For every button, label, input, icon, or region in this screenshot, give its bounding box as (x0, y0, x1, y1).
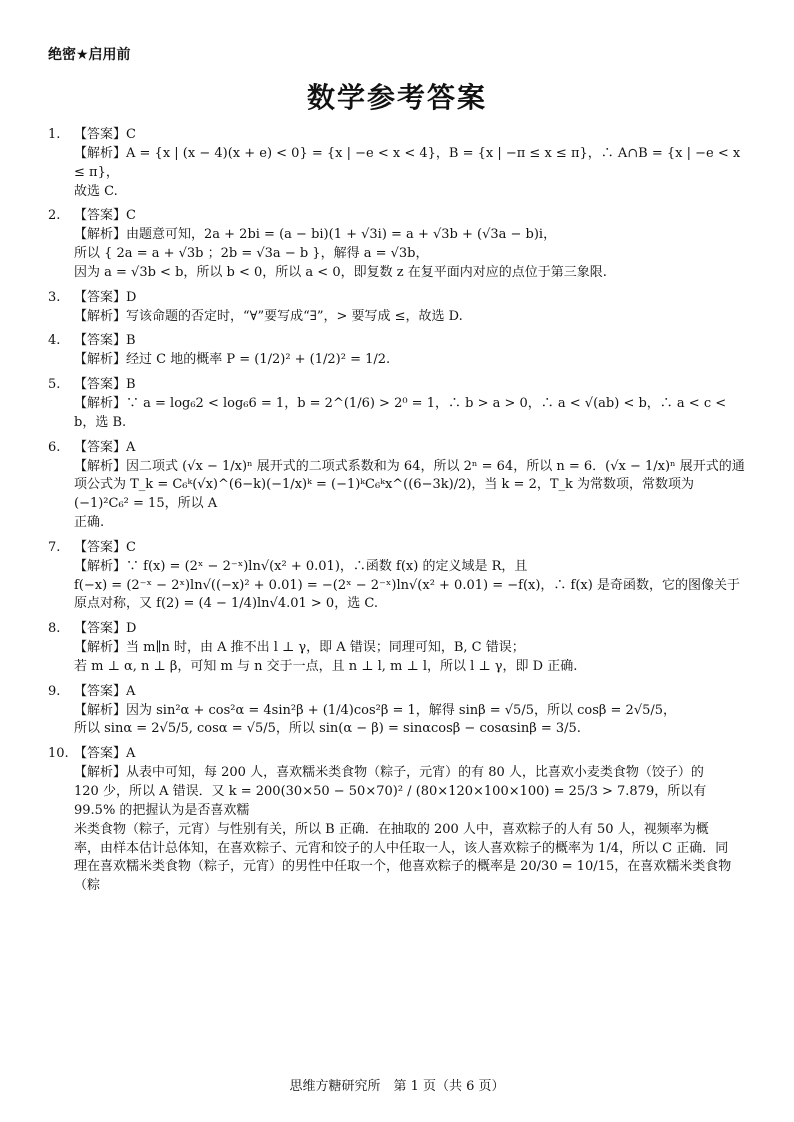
explanation-line: 所以 { 2a = a + √3b ；2b = √3a − b }，解得 a = √3b， (74, 246, 429, 262)
question-number: 7. (48, 539, 61, 555)
item-spacer (48, 896, 746, 902)
answer-label: 【答案】C (74, 539, 136, 555)
answer-label: 【答案】A (74, 439, 136, 455)
answer-body (74, 332, 746, 370)
explanation-line: 项公式为 T_k = C₆ᵏ(√x)^(6−k)(−1/x)ᵏ = (−1)ᵏC₆ᵏx^((6−3k)/2)，当 k = 2，T_k 为常数项，常数项为 (−1)²C₆² = 15，所以 A (74, 477, 695, 512)
explanation-line: 【解析】∵ f(x) = (2ˣ − 2⁻ˣ)ln√(x² + 0.01)，∴函数 f(x) 的定义域是 R，且 (74, 558, 528, 574)
answer-item (48, 683, 746, 740)
answer-label: 【答案】A (74, 746, 136, 762)
explanation-line: 【解析】当 m∥n 时，由 A 推不出 l ⊥ γ，即 A 错误；同理可知，B, C 错误； (74, 640, 525, 656)
explanation-line: 【解析】经过 C 地的概率 P = (1/2)² + (1/2)² = 1/2. (74, 352, 391, 368)
explanation-line: 【解析】由题意可知，2a + 2bi = (a − bi)(1 + √3i) = a + √3b + (√3a − b)i， (74, 227, 557, 243)
question-number: 3. (48, 289, 61, 305)
answer-item (48, 207, 746, 282)
explanation-line: 【解析】∵ a = log₆2 < log₆6 = 1，b = 2^(1/6) > 2⁰ = 1，∴ b > a > 0，∴ a < √(ab) < b，∴ a < c < b，选 B. (74, 395, 727, 430)
answer-item (48, 539, 746, 614)
question-number: 1. (48, 127, 61, 142)
explanation-line: 米类食物（粽子，元宵）与性别有关，所以 B 正确．在抽取的 200 人中，喜欢粽子的人有 50 人，视频率为概 (74, 821, 709, 837)
explanation-line: 120 少，所以 A 错误．又 k = 200(30×50 − 50×70)² / (80×120×100×100) = 25/3 > 7.879，所以有 99.5% 的把握认为是否喜欢糯 (74, 784, 707, 818)
answer-body (74, 745, 746, 896)
explanation-line: 若 m ⊥ α, n ⊥ β，可知 m 与 n 交于一点，且 n ⊥ l, m ⊥ l，所以 l ⊥ γ，即 D 正确. (74, 658, 578, 674)
explanation-line: 【解析】因为 sin²α + cos²α = 4sin²β + (1/4)cos²β = 1，解得 sinβ = √5/5，所以 cosβ = 2√5/5， (74, 702, 677, 718)
answer-body (74, 207, 746, 282)
answer-item (48, 439, 746, 533)
explanation-line: 【解析】从表中可知，每 200 人，喜欢糯米类食物（粽子，元宵）的有 80 人，比喜欢小麦类食物（饺子）的 (74, 765, 704, 781)
answer-item (48, 620, 746, 677)
question-number: 8. (48, 621, 61, 637)
answer-body (74, 289, 746, 327)
answer-item (48, 332, 746, 370)
secret-mark: 绝密★启用前 (48, 47, 131, 63)
answer-list (48, 126, 746, 902)
answer-label: 【答案】C (74, 127, 136, 142)
question-number: 5. (48, 377, 61, 393)
answer-label: 【答案】A (74, 683, 136, 699)
explanation-line: 理在喜欢糯米类食物（粽子，元宵）的男性中任取一个，他喜欢粽子的概率是 20/30 = 10/15，在喜欢糯米类食物（粽 (74, 859, 732, 894)
answer-body (74, 620, 746, 677)
question-number: 2. (48, 208, 61, 224)
answer-item (48, 126, 746, 201)
question-number: 10. (48, 746, 69, 762)
explanation-line: 原点对称，又 f(2) = (4 − 1/4)ln√4.01 > 0，选 C. (74, 596, 378, 612)
answer-body (74, 126, 746, 201)
explanation-line: 【解析】写该命题的否定时，“∀”要写成“∃”，> 要写成 ≤，故选 D. (74, 308, 463, 324)
explanation-line: 因为 a = √3b < b，所以 b < 0，所以 a < 0，即复数 z 在复平面内对应的点位于第三象限. (74, 264, 607, 280)
answer-label: 【答案】B (74, 333, 136, 349)
answer-label: 【答案】D (74, 621, 137, 637)
answer-label: 【答案】D (74, 289, 137, 305)
page-footer: 思维方糖研究所 第 1 页（共 6 页） (289, 1079, 505, 1094)
explanation-line: 所以 sinα = 2√5/5, cosα = √5/5，所以 sin(α − β) = sinαcosβ − cosαsinβ = 3/5. (74, 721, 581, 737)
answer-item (48, 745, 746, 896)
explanation-line: 率，由样本估计总体知，在喜欢粽子、元宵和饺子的人中任取一人，该人喜欢粽子的概率为 1/4，所以 C 正确．同 (74, 840, 729, 856)
answer-label: 【答案】C (74, 208, 136, 224)
explanation-line: 【解析】因二项式 (√x − 1/x)ⁿ 展开式的二项式系数和为 64，所以 2ⁿ = 64，所以 n = 6．(√x − 1/x)ⁿ 展开式的通 (74, 458, 745, 474)
answer-body (74, 439, 746, 533)
question-number: 9. (48, 683, 61, 699)
answer-label: 【答案】B (74, 377, 136, 393)
answer-item (48, 376, 746, 433)
answer-body (74, 376, 746, 433)
question-number: 6. (48, 439, 61, 455)
answer-body (74, 539, 746, 614)
explanation-line: 【解析】A = {x | (x − 4)(x + e) < 0} = {x | −e < x < 4}，B = {x | −π ≤ x ≤ π}，∴ A∩B = {x | −e < x ≤ π}， (74, 145, 741, 180)
question-number: 4. (48, 333, 61, 349)
answer-item (48, 289, 746, 327)
page-title: 数学参考答案 (306, 81, 487, 114)
explanation-line: 正确. (74, 515, 105, 531)
answer-body (74, 683, 746, 740)
explanation-line: f(−x) = (2⁻ˣ − 2ˣ)ln√((−x)² + 0.01) = −(2ˣ − 2⁻ˣ)ln√(x² + 0.01) = −f(x)，∴ f(x) 是奇函数，它的图像关于 (74, 577, 740, 593)
explanation-line: 故选 C. (74, 183, 118, 199)
